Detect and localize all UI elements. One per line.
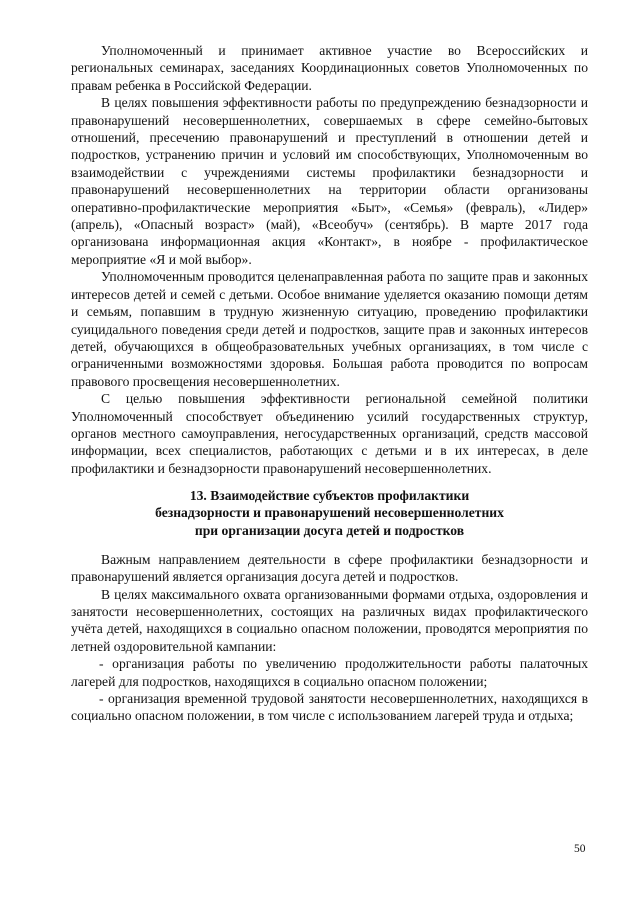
list-item-temporary-employment: - организация временной трудовой занятости несовершеннолетних, находящихся в социально опасном положении, в том числе с использованием лагерей труда и отдыха; xyxy=(71,691,588,724)
paragraph-family-policy: С целью повышения эффективности региональной семейной политики Уполномоченный способствует объединению усилий государственных структур, органов местного самоуправления, негосударственных организаций, средств массовой информации, всех специалистов, работающих с детьми и в их интересах, в деле профилактики и безнадзорности правонарушений несовершеннолетних. xyxy=(71,391,588,476)
page-number: 50 xyxy=(574,843,586,855)
paragraph-summer-campaign: В целях максимального охвата организованными формами отдыха, оздоровления и занятости несовершеннолетних, состоящих на различных видах профилактического учёта детей, находящихся в социально опасном положении, проводятся мероприятия по летней оздоровительной кампании: xyxy=(71,586,588,654)
paragraph-prevention-measures: В целях повышения эффективности работы по предупреждению безнадзорности и правонарушений несовершеннолетних, совершаемых в сфере семейно-бытовых отношений, пресечению правонарушений и преступлений в отношении детей и подростков, устранению причин и условий им способствующих, Уполномоченным во взаимодействии с учреждениями системы профилактики безнадзорности и правонарушений несовершеннолетних на территории области организованы оперативно-профилактические мероприятия «Быт», «Семья» (февраль), «Лидер» (апрель), «Опасный возраст» (май), «Всеобуч» (сентябрь). В марте 2017 года организована информационная акция «Контакт», в ноябре - профилактическое мероприятие «Я и мой выбор». xyxy=(71,95,588,267)
list-item-tent-camps: - организация работы по увеличению продолжительности работы палаточных лагерей для подростков, находящихся в социально опасном положении; xyxy=(71,656,588,689)
section-heading-line-2: безнадзорности и правонарушений несовершеннолетних xyxy=(155,505,504,521)
paragraph-participation: Уполномоченный и принимает активное участие во Всероссийских и региональных семинарах, заседаниях Координационных советов Уполномоченных по правам ребенка в Российской Федерации. xyxy=(71,43,588,93)
section-heading xyxy=(71,487,588,539)
paragraph-rights-protection: Уполномоченным проводится целенаправленная работа по защите прав и законных интересов детей и семей с детьми. Особое внимание уделяется оказанию помощи детям и семьям, попавшим в трудную жизненную ситуацию, проведению профилактики суицидального поведения среди детей и подростков, защите прав и законных интересов детей, обучающихся в общеобразовательных учебных организациях, в том числе с ограниченными возможностями здоровья. Большая работа проводится по вопросам правового просвещения несовершеннолетних. xyxy=(71,269,588,389)
page-content xyxy=(71,42,588,725)
paragraph-leisure-direction: Важным направлением деятельности в сфере профилактики безнадзорности и правонарушений является организация досуга детей и подростков. xyxy=(71,551,588,585)
section-heading-line-1: 13. Взаимодействие субъектов профилактики xyxy=(189,488,470,504)
section-heading-line-3: при организации досуга детей и подростков xyxy=(194,522,465,538)
